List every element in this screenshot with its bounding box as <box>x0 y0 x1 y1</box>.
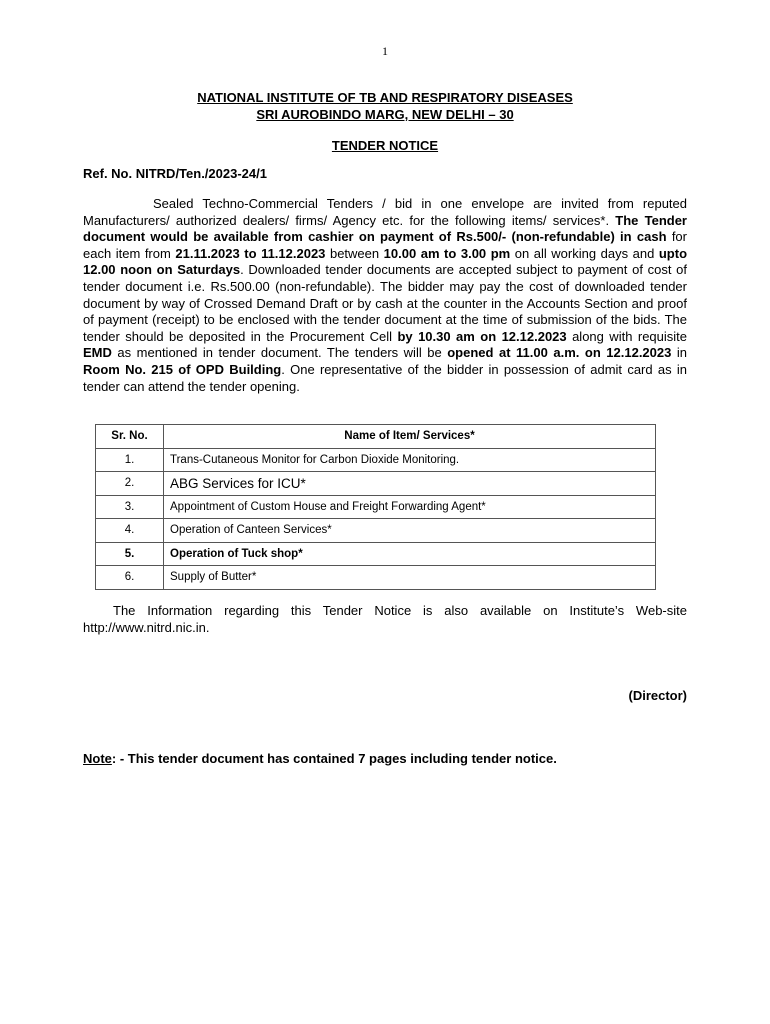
row-item: Operation of Canteen Services* <box>164 519 656 543</box>
tender-items-table <box>95 424 656 590</box>
page-number: 1 <box>382 44 388 58</box>
row-item: ABG Services for ICU* <box>164 472 656 496</box>
row-item: Supply of Butter* <box>164 566 656 590</box>
table-header-row <box>96 425 656 449</box>
row-sr: 3. <box>96 495 164 519</box>
note-text: : - This tender document has contained 7 pages including tender notice. <box>111 751 557 766</box>
header-item-name: Name of Item/ Services* <box>164 425 656 449</box>
page-count-note <box>83 751 557 766</box>
table-row <box>96 448 656 472</box>
table-row <box>96 542 656 566</box>
table-row <box>96 495 656 519</box>
row-item: Trans-Cutaneous Monitor for Carbon Dioxide Monitoring. <box>164 448 656 472</box>
table-row <box>96 472 656 496</box>
row-item: Operation of Tuck shop* <box>164 542 656 566</box>
institute-name: NATIONAL INSTITUTE OF TB AND RESPIRATORY DISEASES <box>197 90 573 105</box>
header-sr-no: Sr. No. <box>96 425 164 449</box>
row-sr: 1. <box>96 448 164 472</box>
document-title: TENDER NOTICE <box>331 138 439 153</box>
row-item: Appointment of Custom House and Freight Forwarding Agent* <box>164 495 656 519</box>
note-label: Note <box>83 751 112 766</box>
tender-body-paragraph: Sealed Techno-Commercial Tenders / bid in one envelope are invited from reputed Manufacturers/ authorized dealers/ firms/ Agency etc. for the following items/ services*. The Tender document would be available from cashier on payment of Rs.500/- (non-refundable) in cash for each item from 21.11.2023 to 11.12.2023 between 10.00 am to 3.00 pm on all working days and upto 12.00 noon on Saturdays. Downloaded tender documents are accepted subject to payment of cost of tender document i.e. Rs.500.00 (non-refundable). The bidder may pay the cost of downloaded tender document by way of Crossed Demand Draft or by cash at the counter in the Accounts Section and proof of payment (receipt) to be enclosed with the tender document at the time of submission of the bids. The tender should be deposited in the Procurement Cell by 10.30 am on 12.12.2023 along with requisite EMD as mentioned in tender document. The tenders will be opened at 11.00 a.m. on 12.12.2023 in Room No. 215 of OPD Building. One representative of the bidder in possession of admit card as in tender can attend the tender opening. <box>83 196 688 394</box>
website-info-paragraph: The Information regarding this Tender Notice is also available on Institute’s Web-site http://www.nitrd.nic.in. <box>83 603 687 635</box>
table-row <box>96 519 656 543</box>
director-signature: (Director) <box>628 688 687 703</box>
table-row <box>96 566 656 590</box>
row-sr: 2. <box>96 472 164 496</box>
row-sr: 4. <box>96 519 164 543</box>
row-sr: 6. <box>96 566 164 590</box>
institute-address: SRI AUROBINDO MARG, NEW DELHI – 30 <box>256 107 514 122</box>
reference-number: Ref. No. NITRD/Ten./2023-24/1 <box>83 166 267 181</box>
row-sr: 5. <box>96 542 164 566</box>
